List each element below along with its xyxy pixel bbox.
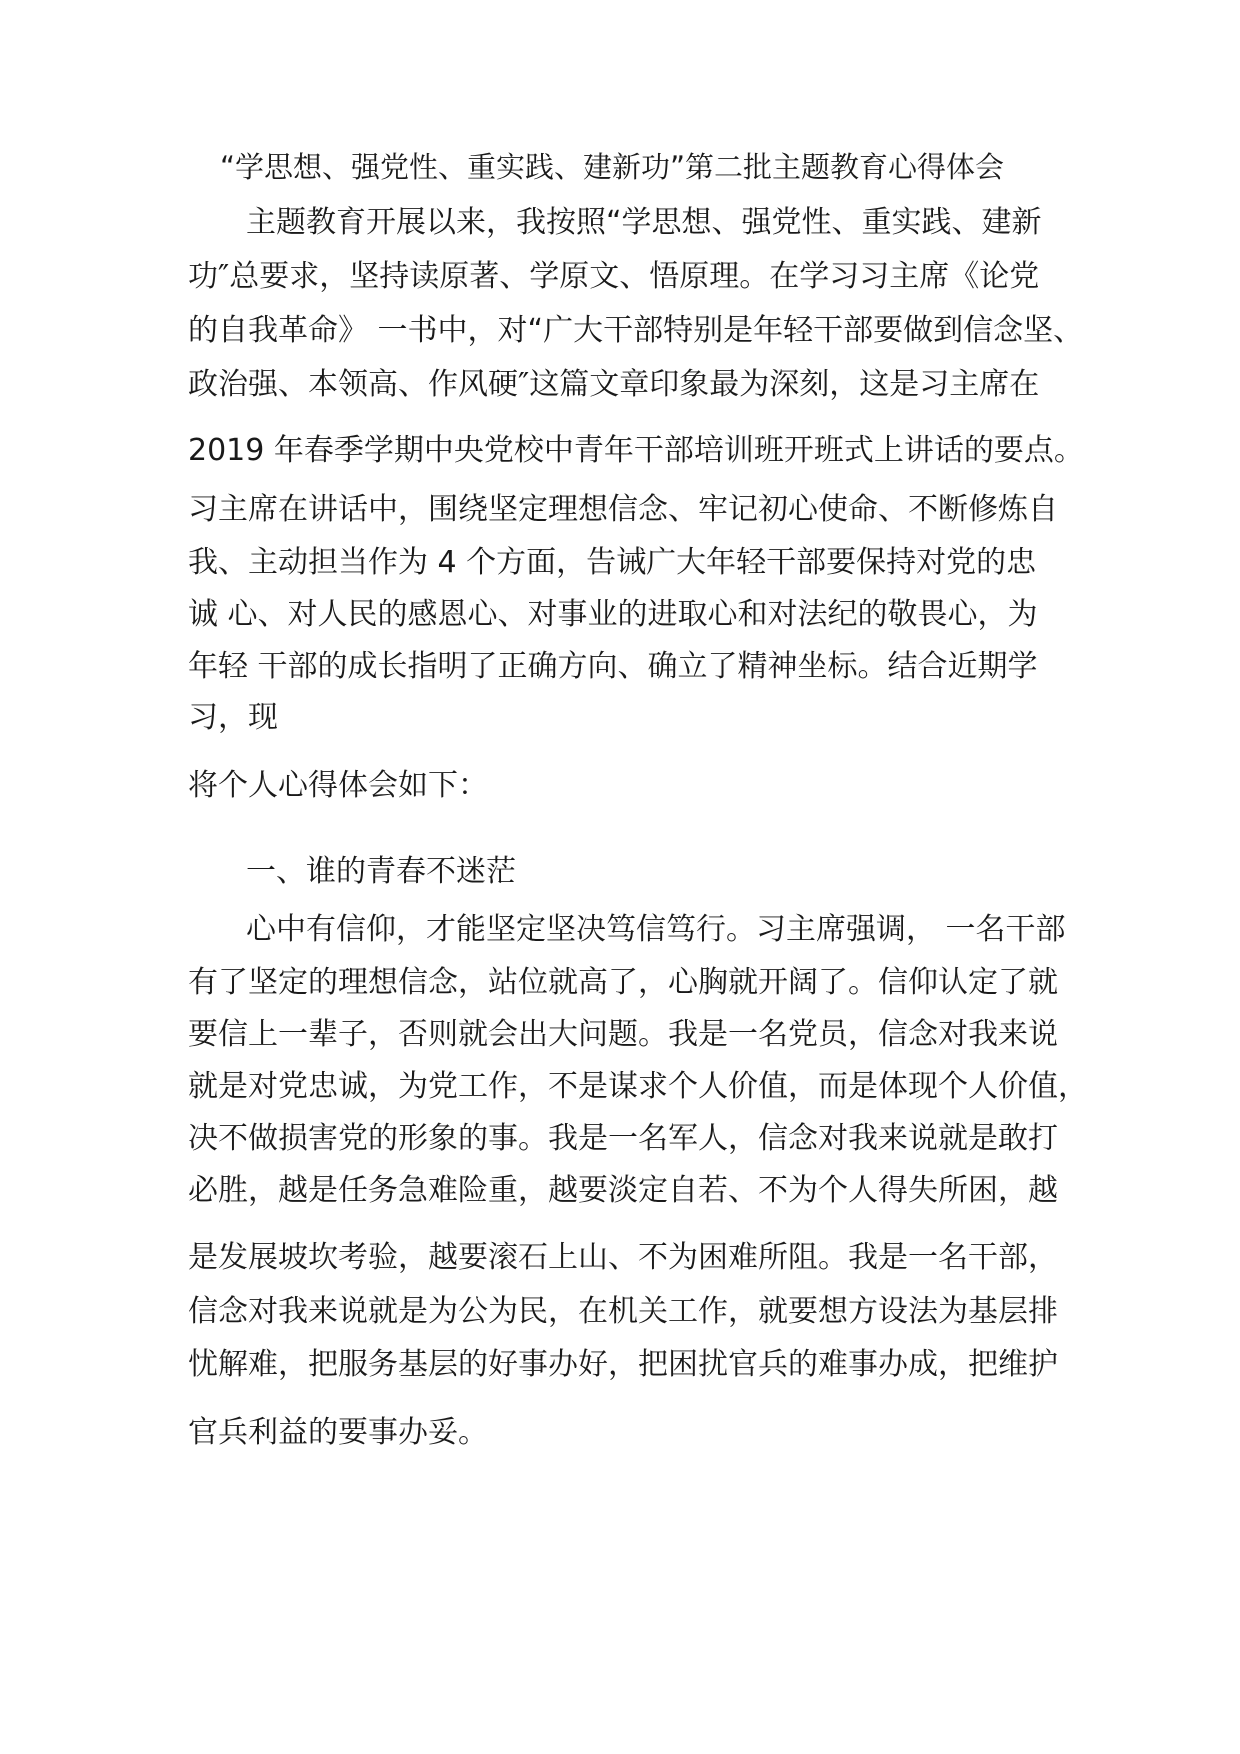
paragraph-line: 的自我革命》 一书中，对“广大干部特别是年轻干部要做到信念坚、 [188,313,1084,348]
paragraph-line: 是发展坡坎考验，越要滚石上山、不为困难所阻。我是一名干部， [188,1240,1058,1275]
paragraph-line: 年轻 干部的成长指明了正确方向、确立了精神坐标。结合近期学 [188,649,1038,684]
paragraph-line: 诚 心、对人民的感恩心、对事业的进取心和对法纪的敬畏心，为 [188,597,1038,632]
paragraph-line: 心中有信仰，才能坚定坚决笃信笃行。习主席强调， 一名干部 [246,912,1066,947]
paragraph-line: 我、主动担当作为 4 个方面，告诫广大年轻干部要保持对党的忠 [188,545,1037,580]
paragraph-line: 要信上一辈子，否则就会出大问题。我是一名党员，信念对我来说 [188,1017,1058,1052]
paragraph-line: 主题教育开展以来，我按照“学思想、强党性、重实践、建新 [246,205,1042,240]
paragraph-line: 决不做损害党的形象的事。我是一名军人，信念对我来说就是敢打 [188,1121,1058,1156]
document-title: “学思想、强党性、重实践、建新功”第二批主题教育心得体会 [220,150,1005,184]
paragraph-line: 2019 年春季学期中央党校中青年干部培训班开班式上讲话的要点。 [188,433,1084,468]
paragraph-line: 信念对我来说就是为公为民，在机关工作，就要想方设法为基层排 [188,1294,1058,1329]
paragraph-line: 就是对党忠诚，为党工作，不是谋求个人价值，而是体现个人价值， [188,1069,1088,1104]
section-heading: 一、谁的青春不迷茫 [246,854,516,889]
paragraph-line: 习，现 [188,700,278,735]
paragraph-line: 忧解难，把服务基层的好事办好，把困扰官兵的难事办成，把维护 [188,1347,1058,1382]
paragraph-line: 政治强、本领高、作风硬″这篇文章印象最为深刻，这是习主席在 [188,367,1040,402]
paragraph-line: 将个人心得体会如下： [188,768,488,803]
paragraph-line: 有了坚定的理想信念，站位就高了，心胸就开阔了。信仰认定了就 [188,965,1058,1000]
paragraph-line: 功″总要求，坚持读原著、学原文、悟原理。在学习习主席《论党 [188,259,1040,294]
paragraph-line: 必胜，越是任务急难险重，越要淡定自若、不为个人得失所困，越 [188,1173,1058,1208]
paragraph-line: 官兵利益的要事办妥。 [188,1415,488,1450]
paragraph-line: 习主席在讲话中，围绕坚定理想信念、牢记初心使命、不断修炼自 [188,492,1058,527]
